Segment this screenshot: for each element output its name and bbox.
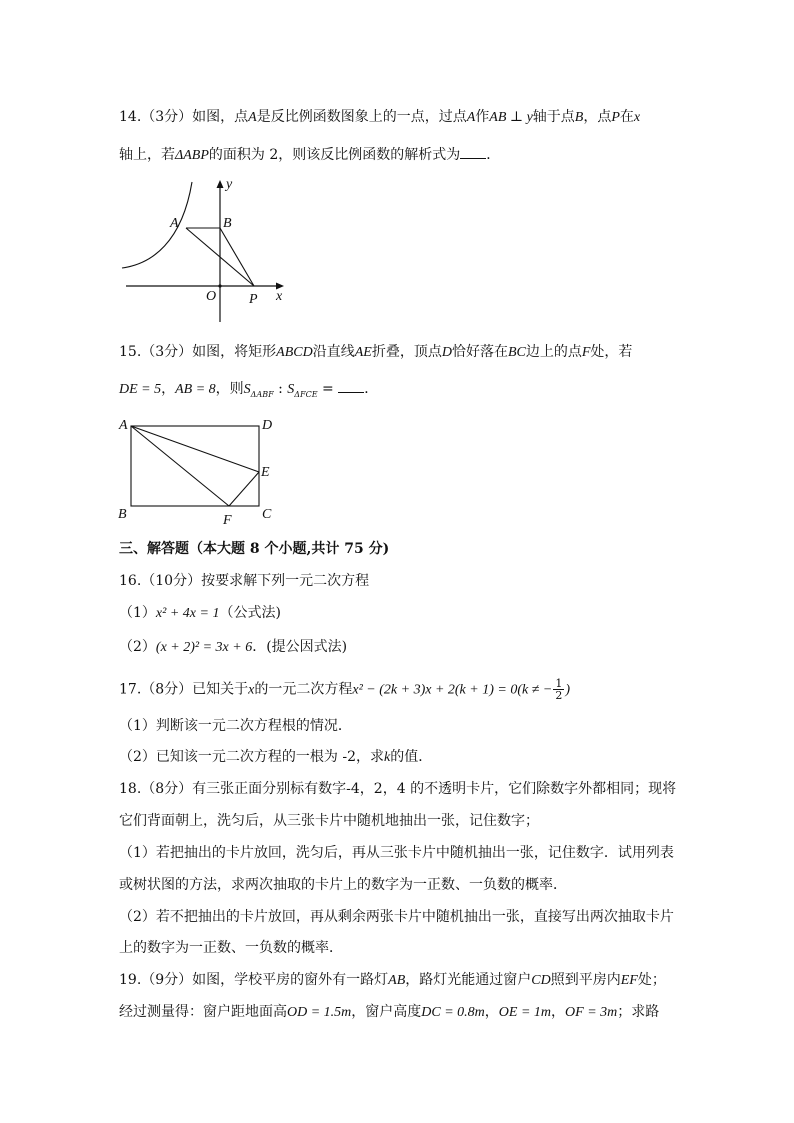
text: ． [364,381,379,397]
text: 作 [475,109,490,125]
fraction-den: 2 [555,689,563,702]
label-x: x [276,289,283,304]
y-axis-arrow-icon [217,180,224,188]
math: OE = 1m [498,1005,552,1020]
math: DC = 0.8m [421,1005,485,1020]
text: 是反比例函数图象上的一点，过点 [256,109,467,125]
segment-FE [229,472,259,506]
math: x [248,682,255,698]
segment-BP [220,228,254,286]
text: （2）已知该一元二次方程的一根为 -2，求 [119,749,384,765]
text: 15.（3分）如图，将矩形 [119,344,277,360]
math: AB ⊥ y [489,110,533,125]
q18-line1: 18.（8分）有三张正面分别标有数字-4，2，4 的不透明卡片，它们除数字外都相同；现将 [119,781,677,797]
q14-line2 [119,146,500,165]
q14-line1 [119,108,640,127]
text: 折叠，顶点 [371,344,442,360]
answer-blank [338,380,364,393]
q15-figure [112,412,282,530]
text: 经过测量得：窗户距地面高 [119,1004,287,1020]
q16-title: 16.（10分）按要求解下列一元二次方程 [119,573,370,589]
q18-part2-line1: （2）若不把抽出的卡片放回，再从剩余两张卡片中随机抽出一张，直接写出两次抽取卡片 [119,909,674,925]
label-O: O [206,289,217,304]
math: A [466,110,476,125]
label-y: y [226,177,233,192]
text: ，窗户高度 [351,1004,422,1020]
text: 恰好落在 [451,344,508,360]
q18-line2: 它们背面朝上，洗匀后，从三张卡片中随机地抽出一张，记住数字； [119,813,539,829]
math: x² + 4x = 1 [155,606,220,621]
math: BC [507,345,526,360]
label-P: P [249,292,258,307]
math: D [441,345,452,360]
label-D: D [262,418,273,433]
math: (x + 2)² = 3x + 6 [155,640,253,655]
text: （公式法) [219,605,281,621]
text: ，则 [215,381,244,397]
math: x² − (2k + 3)x + 2(k + 1) = 0(k ≠ − [352,682,553,698]
text: 17.（8分）已知关于 [119,681,249,698]
text: 处，若 [590,344,633,360]
text: 在 [619,109,634,125]
text: ，点 [583,109,612,125]
math: A [248,110,257,125]
q17-part1: （1）判断该一元二次方程根的情况． [119,718,352,734]
math: ΔABP [175,148,209,163]
q18-part2-line2: 上的数字为一正数、一负数的概率． [119,940,343,956]
section-heading: 三、解答题（本大题 8 个小题,共计 75 分) [119,541,390,557]
label-C: C [262,507,272,522]
segment-AE [131,426,259,472]
subscript: ΔABF [250,389,274,399]
math: DE = 5 [119,382,162,397]
math: OF = 3m [565,1005,618,1020]
text: 边上的点 [525,344,582,360]
q17-part2 [119,748,432,767]
label-E: E [261,465,270,480]
subscript: ΔFCE [294,389,318,399]
text: 14.（3分）如图，点 [119,109,249,125]
text: 轴于点 [532,109,575,125]
label-A: A [170,216,179,231]
math: B [574,110,584,125]
text: 处； [637,972,666,988]
q14-figure [112,172,302,328]
text: 沿直线 [312,344,355,360]
label-F: F [223,513,232,528]
math: F [581,345,591,360]
math: EF [620,973,638,988]
math: OD = 1.5m [287,1005,352,1020]
text: ． [486,147,501,163]
text: 的面积为 2，则该反比例函数的解析式为 [208,147,461,163]
math: AB [388,973,406,988]
q16-part1 [119,604,281,623]
text: ．(提公因式法) [252,639,348,655]
math: k [384,750,391,765]
text: ；求路 [617,1004,660,1020]
math: S [243,382,251,397]
label-A: A [119,418,128,433]
math: S [287,382,295,397]
q18-part1-line2: 或树状图的方法，求两次抽取的卡片上的数字为一正数、一负数的概率． [119,877,567,893]
text: 的一元二次方程 [254,681,353,698]
q15-line1 [119,343,632,362]
text: = [317,381,339,397]
text: ，路灯光能通过窗户 [405,972,532,988]
text: ， [551,1004,566,1020]
fraction [553,678,564,701]
q19-line1 [119,971,666,990]
text: 的值． [390,749,433,765]
label-B: B [223,216,232,231]
hyperbola-curve [122,182,192,268]
math: ABCD [276,345,313,360]
q18-part1-line1: （1）若把抽出的卡片放回，洗匀后，再从三张卡片中随机抽出一张，记住数字．试用列表 [119,845,674,861]
q19-line2 [119,1003,659,1022]
text: : [273,381,288,397]
label-B: B [118,507,127,522]
q16-part2 [119,638,347,657]
math: CD [531,973,551,988]
text: 照到平房内 [550,972,621,988]
q17-title [119,678,570,701]
text: （1） [119,605,156,621]
text: 轴上，若 [119,147,175,163]
origin-point [218,284,221,287]
segment-AF [131,426,229,506]
text: 19.（9分）如图，学校平房的窗外有一路灯 [119,972,389,988]
text: ， [161,381,176,397]
q15-line2 [119,380,378,404]
math: x [633,110,641,125]
math: AB = 8 [175,382,216,397]
math: P [611,110,620,125]
text: （2） [119,639,156,655]
text: ， [484,1004,499,1020]
answer-blank [460,146,486,159]
math: ) [565,682,571,698]
fraction-num: 1 [555,677,563,690]
math: AE [354,345,372,360]
